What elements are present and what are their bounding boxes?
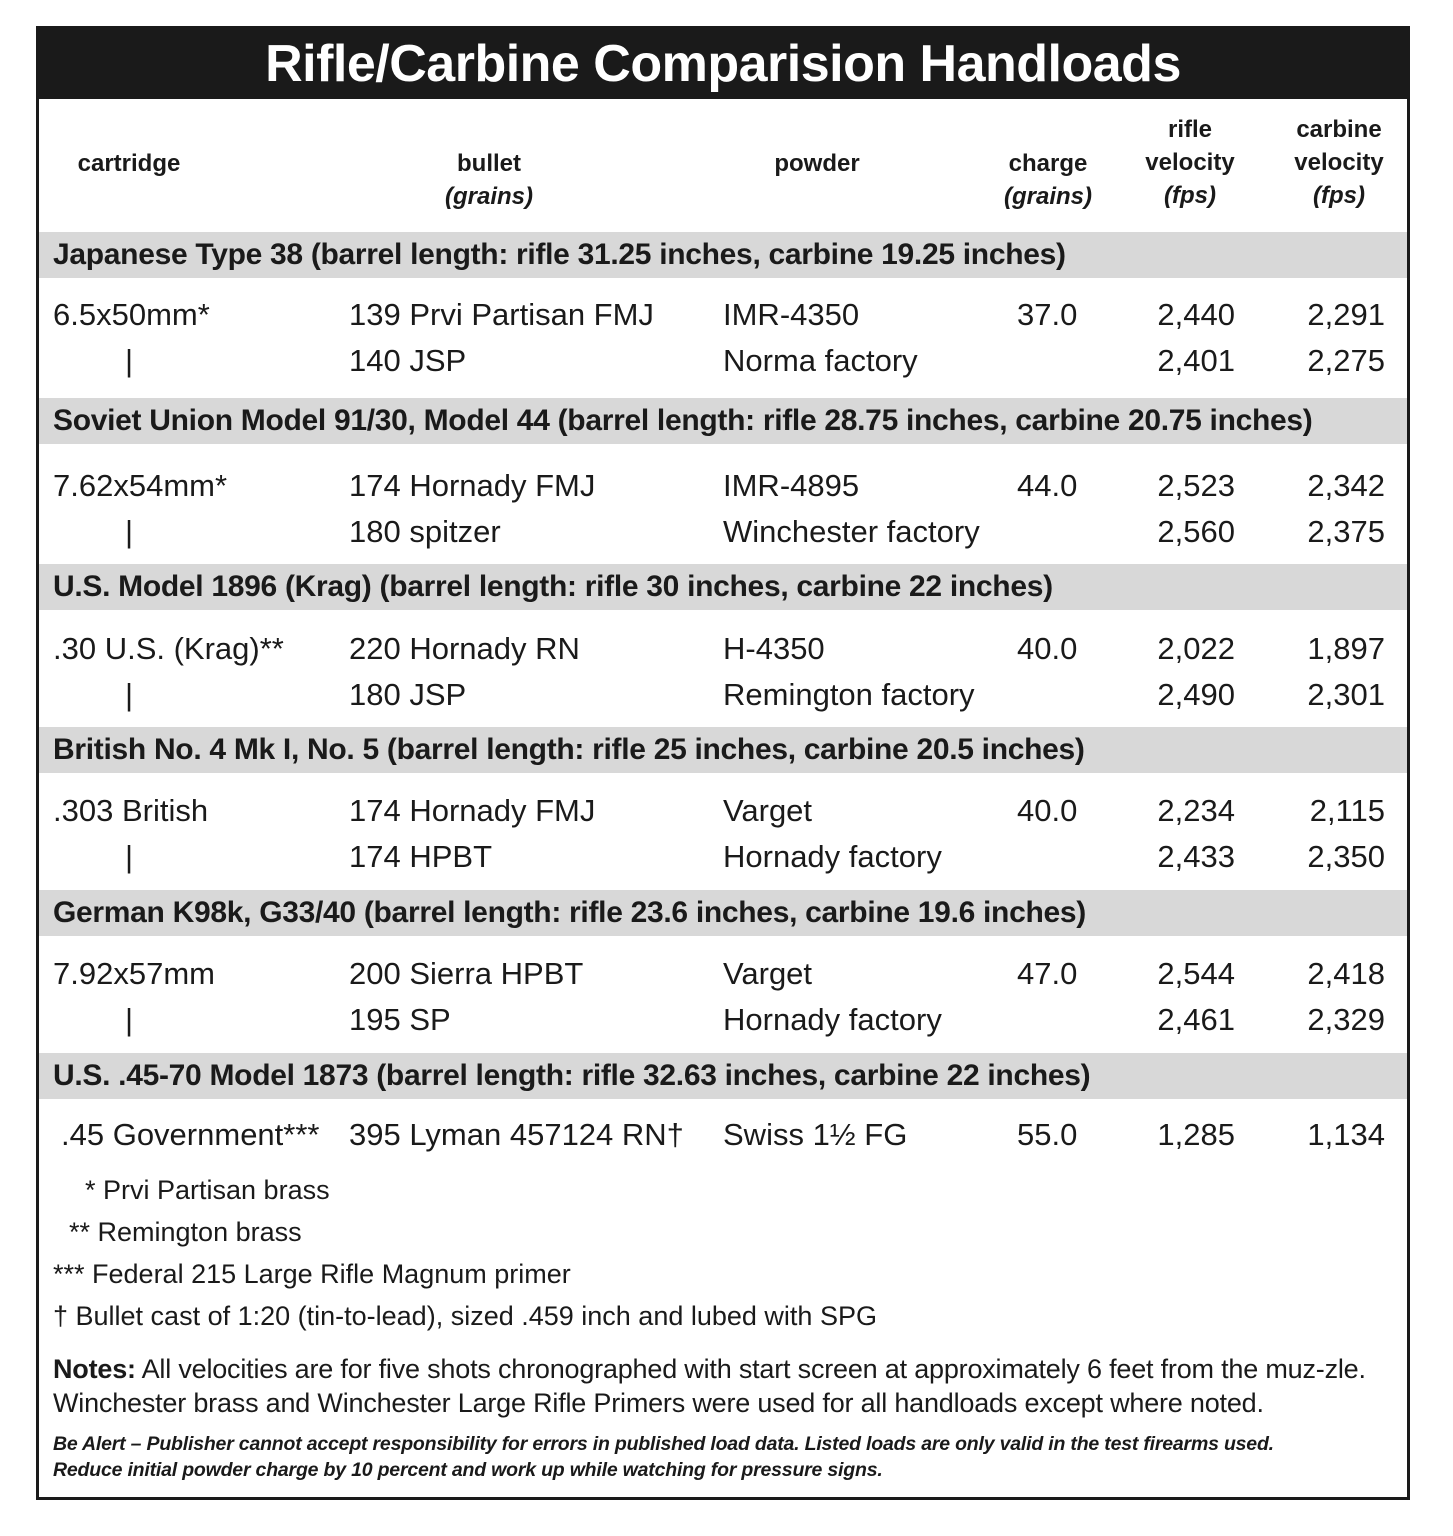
cell-charge: 40.0 (1017, 631, 1078, 666)
header-bullet (419, 147, 559, 213)
table-row (39, 672, 1407, 718)
cell-bullet: 174 Hornady FMJ (349, 793, 596, 828)
cell-powder: Hornady factory (723, 839, 942, 874)
header-rifle-unit: (fps) (1164, 182, 1216, 209)
footnote: * Prvi Partisan brass (85, 1175, 330, 1205)
cell-cartridge: | (125, 343, 134, 378)
cell-powder: Varget (723, 793, 813, 828)
cell-carbine-velocity: 2,301 (1307, 677, 1385, 712)
table-row (39, 292, 1407, 338)
cell-cartridge: .45 Government*** (61, 1117, 320, 1152)
table-row (39, 509, 1407, 555)
table-row (39, 1112, 1407, 1158)
cell-carbine-velocity: 2,375 (1307, 514, 1385, 549)
footnote: ** Remington brass (69, 1217, 302, 1247)
cell-charge: 37.0 (1017, 297, 1078, 332)
cell-cartridge: | (125, 677, 134, 712)
cell-rifle-velocity: 1,285 (1157, 1117, 1235, 1152)
cell-powder: Swiss 1½ FG (723, 1117, 908, 1152)
header-bullet-unit: (grains) (444, 183, 533, 210)
table-row (39, 834, 1407, 880)
cell-bullet: 140 JSP (349, 343, 467, 378)
cell-carbine-velocity: 1,134 (1307, 1117, 1385, 1152)
header-cartridge-label: cartridge (77, 150, 181, 177)
section-header: Soviet Union Model 91/30, Model 44 (barrel length: rifle 28.75 inches, carbine 20.75 inches) (39, 398, 1407, 444)
cell-carbine-velocity: 2,329 (1307, 1002, 1385, 1037)
cell-cartridge: | (125, 514, 134, 549)
cell-carbine-velocity: 2,350 (1307, 839, 1385, 874)
cell-rifle-velocity: 2,022 (1157, 631, 1235, 666)
header-powder-label: powder (774, 150, 860, 177)
section-header: Japanese Type 38 (barrel length: rifle 31.25 inches, carbine 19.25 inches) (39, 232, 1407, 278)
header-charge (993, 147, 1103, 213)
section-header: U.S. Model 1896 (Krag) (barrel length: rifle 30 inches, carbine 22 inches) (39, 564, 1407, 610)
cell-powder: Winchester factory (723, 514, 980, 549)
notes-paragraph (53, 1352, 1398, 1420)
table-row (39, 463, 1407, 509)
alert-line: Be Alert – Publisher cannot accept responsibility for errors in published load data. Listed loads are only valid in the test firearms used. (53, 1433, 1274, 1455)
table-row (39, 338, 1407, 384)
cell-powder: IMR-4895 (723, 468, 860, 503)
section-header: U.S. .45-70 Model 1873 (barrel length: rifle 32.63 inches, carbine 22 inches) (39, 1053, 1407, 1099)
header-rifle-label: rifle (1167, 116, 1212, 143)
cell-carbine-velocity: 2,115 (1309, 793, 1385, 828)
cell-rifle-velocity: 2,544 (1157, 956, 1235, 991)
notes-label: Notes: (53, 1354, 136, 1384)
cell-rifle-velocity: 2,523 (1157, 468, 1235, 503)
cell-powder: IMR-4350 (723, 297, 860, 332)
cell-rifle-velocity: 2,490 (1157, 677, 1235, 712)
cell-powder: Norma factory (723, 343, 918, 378)
cell-rifle-velocity: 2,401 (1157, 343, 1235, 378)
table-title: Rifle/Carbine Comparision Handloads (39, 29, 1407, 99)
table-row (39, 997, 1407, 1043)
cell-rifle-velocity: 2,461 (1157, 1002, 1235, 1037)
cell-bullet: 174 Hornady FMJ (349, 468, 596, 503)
notes-text: All velocities are for five shots chronographed with start screen at approximately 6 feet from the muz-zle. Winchester brass and Winchester Large Rifle Primers were used for all handloads except where noted. (53, 1354, 1366, 1418)
cell-cartridge: 7.62x54mm* (53, 468, 228, 503)
cell-powder: Varget (723, 956, 813, 991)
header-carbine-label: carbine (1296, 116, 1382, 143)
cell-charge: 44.0 (1017, 468, 1078, 503)
cell-cartridge: | (125, 839, 134, 874)
section-header: British No. 4 Mk I, No. 5 (barrel length: rifle 25 inches, carbine 20.5 inches) (39, 727, 1407, 773)
load-data-table (36, 26, 1410, 1500)
section-header: German K98k, G33/40 (barrel length: rifle 23.6 inches, carbine 19.6 inches) (39, 890, 1407, 936)
header-rifle-velocity (1134, 113, 1246, 212)
cell-carbine-velocity: 2,291 (1307, 297, 1385, 332)
cell-bullet: 139 Prvi Partisan FMJ (349, 297, 654, 332)
cell-bullet: 174 HPBT (349, 839, 493, 874)
footnote: † Bullet cast of 1:20 (tin-to-lead), sized .459 inch and lubed with SPG (53, 1301, 877, 1331)
header-charge-unit: (grains) (1003, 183, 1092, 210)
cell-cartridge: .30 U.S. (Krag)** (53, 631, 284, 666)
header-charge-label: charge (1008, 150, 1088, 177)
cell-bullet: 200 Sierra HPBT (349, 956, 584, 991)
cell-rifle-velocity: 2,560 (1157, 514, 1235, 549)
table-row (39, 951, 1407, 997)
table-row (39, 788, 1407, 834)
cell-carbine-velocity: 2,418 (1307, 956, 1385, 991)
cell-bullet: 195 SP (349, 1002, 451, 1037)
header-rifle-velocity-label: velocity (1145, 149, 1235, 176)
cell-bullet: 180 spitzer (349, 514, 501, 549)
header-cartridge (69, 147, 189, 180)
footnote: *** Federal 215 Large Rifle Magnum primer (53, 1259, 571, 1289)
cell-bullet: 180 JSP (349, 677, 467, 712)
alert-disclaimer (53, 1431, 1403, 1483)
cell-bullet: 395 Lyman 457124 RN† (349, 1117, 684, 1152)
cell-powder: Hornady factory (723, 1002, 942, 1037)
header-carbine-unit: (fps) (1313, 182, 1365, 209)
cell-bullet: 220 Hornady RN (349, 631, 580, 666)
cell-powder: H-4350 (723, 631, 825, 666)
cell-charge: 40.0 (1017, 793, 1078, 828)
header-carbine-velocity (1283, 113, 1395, 212)
cell-cartridge: .303 British (53, 793, 209, 828)
cell-rifle-velocity: 2,440 (1157, 297, 1235, 332)
header-powder (757, 147, 877, 180)
cell-cartridge: | (125, 1002, 134, 1037)
alert-line: Reduce initial powder charge by 10 percent and work up while watching for pressure signs. (53, 1459, 883, 1481)
cell-carbine-velocity: 1,897 (1307, 631, 1385, 666)
cell-powder: Remington factory (723, 677, 975, 712)
table-row (39, 626, 1407, 672)
header-carbine-velocity-label: velocity (1294, 149, 1384, 176)
header-bullet-label: bullet (457, 150, 521, 177)
cell-carbine-velocity: 2,342 (1307, 468, 1385, 503)
cell-charge: 55.0 (1017, 1117, 1078, 1152)
cell-charge: 47.0 (1017, 956, 1078, 991)
cell-cartridge: 7.92x57mm (53, 956, 215, 991)
cell-rifle-velocity: 2,234 (1157, 793, 1235, 828)
cell-rifle-velocity: 2,433 (1157, 839, 1235, 874)
cell-cartridge: 6.5x50mm* (53, 297, 210, 332)
cell-carbine-velocity: 2,275 (1307, 343, 1385, 378)
